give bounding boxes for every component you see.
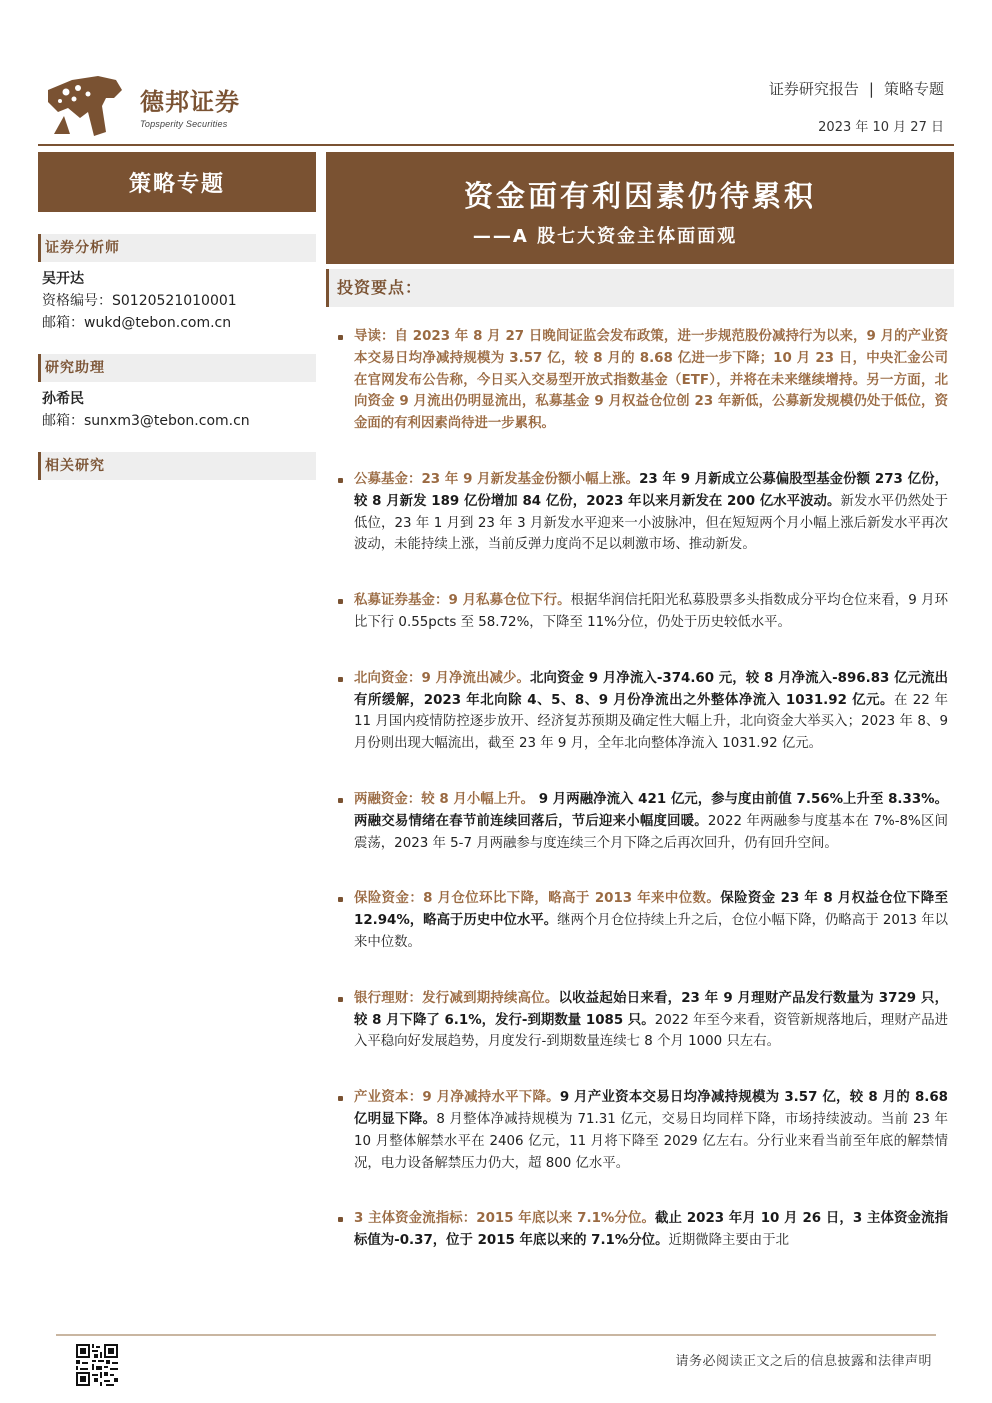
bullet-text: 8 月整体净减持规模为 71.31 亿元，交易日均同样下降，市场持续波动。当前 23 年 10 月整体解禁水平在 2406 亿元，11 月将下降至 2029 亿左右。分行业来看当前至年底的解禁情况，电力设备解禁压力仍大，超 800 亿水平。: [354, 1111, 948, 1171]
bullet-bold: 截止 2023 年月 10 月 26 日，3 主体资金流指标值为-0.37，位于 2015 年底以来的 7.1%分位。: [354, 1211, 948, 1249]
bullet-margin-financing: [330, 789, 948, 854]
bullet-public-funds: [330, 469, 948, 556]
title-banner: [326, 152, 954, 264]
bullet-text: 在 22 年 11 月国内疫情防控逐步放开、经济复苏预期及确定性大幅上升，北向资金大举买入；2023 年 8、9 月份则出现大幅流出，截至 23 年 9 月，全年北向整体净流入 1031.92 亿元。: [354, 692, 948, 752]
bullet-head: 公募基金：23 年 9 月新发基金份额小幅上涨。: [354, 471, 640, 487]
report-date: 2023 年 10 月 27 日: [818, 120, 944, 135]
assistant-email: 邮箱：sunxm3@tebon.com.cn: [42, 413, 250, 429]
bullet-bold: 9 月两融净流入 421 亿元，参与度由前值 7.56%上升至 8.33%。两融交易情绪在春节前连续回落后，节后迎来小幅度回暖。: [354, 791, 948, 829]
key-points-heading: 投资要点：: [326, 269, 954, 307]
assistant-heading: 研究助理: [38, 354, 316, 382]
bullet-dot-icon: [338, 478, 343, 483]
analyst-heading: 证券分析师: [38, 234, 316, 262]
footer-divider: [56, 1334, 936, 1336]
bullet-head: 北向资金：9 月净流出减少。: [354, 670, 531, 686]
bullet-insurance: [330, 888, 948, 953]
bullet-dot-icon: [338, 798, 343, 803]
brand-name-en: Topsperity Securities: [140, 119, 228, 129]
bullet-northbound: [330, 668, 948, 755]
bullet-dot-icon: [338, 897, 343, 902]
brand: [140, 82, 240, 129]
bullet-text: 2022 年至今来看，资管新规落地后，理财产品进入平稳向好发展趋势，月度发行-到期数量连续七 8 个月 1000 只左右。: [354, 1012, 948, 1050]
sidebar-banner: 策略专题: [38, 152, 316, 212]
bullet-intro-text: 导读：自 2023 年 8 月 27 日晚间证监会发布政策，进一步规范股份减持行为以来，9 月的产业资本交易日均净减持规模为 3.57 亿，较 8 月的 8.68 亿进一步下降；10 月 23 日，中央汇金公司在官网发布公告称，今日买入交易型开放式指数基金（ETF），并将在未来继续增持。另一方面，北向资金 9 月流出仍明显流出，私募基金 9 月权益仓位创 23 年新低，公募新发规模仍处于低位，资金面的有利因素尚待进一步累积。: [354, 329, 948, 432]
bullet-head: 保险资金：8 月仓位环比下降，略高于 2013 年来中位数。: [354, 891, 721, 907]
report-type: [769, 78, 944, 99]
qr-code-icon: [76, 1344, 118, 1386]
bullet-head: 产业资本：9 月净减持水平下降。: [354, 1090, 560, 1106]
bullet-text: 近期微降主要由于北: [668, 1233, 789, 1249]
bullet-dot-icon: [338, 335, 343, 340]
bullet-head: 两融资金：较 8 月小幅上升。: [354, 791, 535, 807]
bullet-text: 2022 年两融参与度基本在 7%-8%区间震荡，2023 年 5-7 月两融参与度连续三个月下降之后再次回升，仍有回升空间。: [354, 813, 948, 851]
bullet-text: 根据华润信托阳光私募股票多头指数成分平均仓位来看，9 月环比下行 0.55pcts 至 58.72%，下降至 11%分位，仍处于历史较低水平。: [354, 593, 948, 630]
key-points-list: [330, 326, 948, 1252]
bullet-text: 继两个月仓位持续上升之后，仓位小幅下降，仍略高于 2013 年以来中位数。: [354, 913, 948, 950]
bullet-intro: [330, 326, 948, 435]
legal-disclaimer: 请务必阅读正文之后的信息披露和法律声明: [675, 1354, 932, 1369]
bullet-bold: 保险资金 23 年 8 月权益仓位下降至 12.94%，略高于历史中位水平。: [354, 891, 948, 929]
analyst-name: 吴开达: [42, 271, 84, 287]
bullet-private-funds: [330, 590, 948, 634]
header-divider: [38, 144, 954, 146]
report-category: 策略专题: [883, 80, 944, 98]
report-kind: 证券研究报告: [768, 80, 859, 98]
bullet-text: 新发水平仍然处于低位，23 年 1 月到 23 年 3 月新发水平迎来一小波脉冲，但在短短两个月小幅上涨后新发水平再次波动，未能持续上涨，当前反弹力度尚不足以刺激市场、推动新发。: [354, 493, 948, 553]
bullet-bank-wealth: [330, 988, 948, 1053]
separator: |: [868, 80, 874, 98]
bullet-dot-icon: [338, 1217, 343, 1222]
report-title: 资金面有利因素仍待累积: [463, 179, 816, 213]
bullet-industrial-capital: [330, 1087, 948, 1174]
brand-name-cn: 德邦证券: [140, 88, 240, 116]
analyst-license: 资格编号：S0120521010001: [42, 293, 237, 309]
bullet-head: 银行理财：发行减到期持续高位。: [354, 990, 559, 1006]
assistant-name: 孙希民: [42, 391, 84, 407]
report-subtitle: ——A 股七大资金主体面面观: [472, 226, 738, 247]
bullet-head: 私募证券基金：9 月私募仓位下行。: [354, 593, 571, 609]
analyst-email: 邮箱：wukd@tebon.com.cn: [42, 315, 232, 331]
bullet-bold: 北向资金 9 月净流入-374.60 元，较 8 月净流入-896.83 亿元流出有所缓解，2023 年北向除 4、5、8、9 月份净流出之外整体净流入 1031.92 亿元。: [354, 670, 948, 708]
related-research-heading: 相关研究: [38, 452, 316, 480]
bullet-dot-icon: [338, 997, 343, 1002]
bullet-bold: 9 月产业资本交易日均净减持规模为 3.57 亿，较 8 月的 8.68 亿明显下降。: [354, 1090, 948, 1127]
bullet-fund-flow-indicator: [330, 1208, 948, 1252]
bullet-dot-icon: [338, 677, 343, 682]
bullet-head: 3 主体资金流指标：2015 年底以来 7.1%分位。: [354, 1211, 655, 1227]
bullet-bold: 以收益起始日来看，23 年 9 月理财产品发行数量为 3729 只，较 8 月下降了 6.1%，发行-到期数量 1085 只。: [354, 990, 949, 1028]
tebon-logo-icon: [44, 72, 124, 140]
bullet-bold: 23 年 9 月新成立公募偏股型基金份额 273 亿份，较 8 月新发 189 亿份增加 84 亿份，2023 年以来月新发在 200 亿水平波动。: [354, 471, 949, 509]
bullet-dot-icon: [338, 599, 343, 604]
bullet-dot-icon: [338, 1096, 343, 1101]
